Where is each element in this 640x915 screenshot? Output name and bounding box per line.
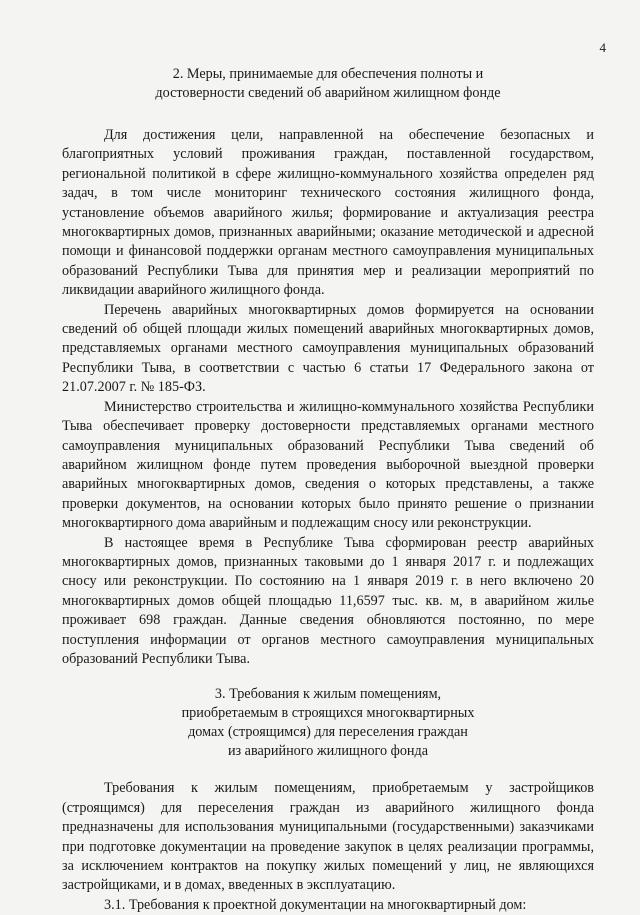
section-2-heading [62, 65, 594, 103]
section-2-paragraph-1: Для достижения цели, направленной на обеспечение безопасных и благоприятных условий проживания граждан, поставленной государством, региональной политикой в сфере жилищно-коммунального хозяйства определен ряд задач, в том числе мониторинг технического состояния жилищного фонда, установление объемов аварийного жилья; формирование и актуализация реестра многоквартирных домов, признанных аварийными; оказание методической и адресной помощи и финансовой поддержки органам местного самоуправления муниципальных образований Республики Тыва для принятия мер и реализации мероприятий по ликвидации аварийного жилищного фонда. [62, 127, 594, 299]
section-2-paragraph-3: Министерство строительства и жилищно-коммунального хозяйства Республики Тыва обеспечивает проверку достоверности представляемых органами местного самоуправления муниципальных образований Республики Тыва сведений об аварийном жилищном фонде путем проведения выборочной выездной проверки аварийных многоквартирных домов, сведения о которых представлены, а также проверки документов, на основании которых было принято решение о признании многоквартирного дома аварийным и подлежащим сносу или реконструкции. [62, 398, 594, 532]
section-2-paragraph-2: Перечень аварийных многоквартирных домов формируется на основании сведений об общей площади жилых помещений аварийных многоквартирных домов, представляемых органами местного самоуправления муниципальных образований Республики Тыва, в соответствии с частью 6 статьи 17 Федерального закона от 21.07.2007 г. № 185-ФЗ. [62, 301, 594, 396]
section-3-heading-line: приобретаемым в строящихся многоквартирных [181, 705, 475, 722]
section-3-heading [62, 685, 594, 761]
section-3-heading-line: домах (строящимся) для переселения граждан [188, 724, 468, 741]
section-3-heading-line: из аварийного жилищного фонда [227, 743, 429, 760]
section-3-paragraph-1: Требования к жилым помещениям, приобретаемым у застройщиков (строящимся) для переселения граждан из аварийного жилищного фонда предназначены для использования муниципальными (государственными) заказчиками при подготовке документации на проведение закупок в целях реализации программы, за исключением контрактов на покупку жилых помещений у лиц, не являющихся застройщиками, и в домах, введенных в эксплуатацию. [62, 780, 594, 894]
section-3-paragraph-2: 3.1. Требования к проектной документации на многоквартирный дом: [104, 896, 527, 913]
section-2-heading-line: 2. Меры, принимаемые для обеспечения полноты и [172, 66, 484, 82]
section-2-paragraph-4: В настоящее время в Республике Тыва сформирован реестр аварийных многоквартирных домов, признанных таковыми до 1 января 2017 г. и подлежащих сносу или реконструкции. По состоянию на 1 января 2019 г. в него включено 20 многоквартирных домов общей площадью 11,6597 тыс. кв. м, в аварийном жилье проживает 698 граждан. Данные сведения обновляются постоянно, по мере поступления информации от органов местного самоуправления муниципальных образований Республики Тыва. [62, 534, 594, 667]
section-2-heading-line: достоверности сведений об аварийном жилищном фонде [155, 85, 501, 101]
section-3-heading-line: 3. Требования к жилым помещениям, [214, 686, 442, 703]
page-number: 4 [599, 40, 606, 55]
